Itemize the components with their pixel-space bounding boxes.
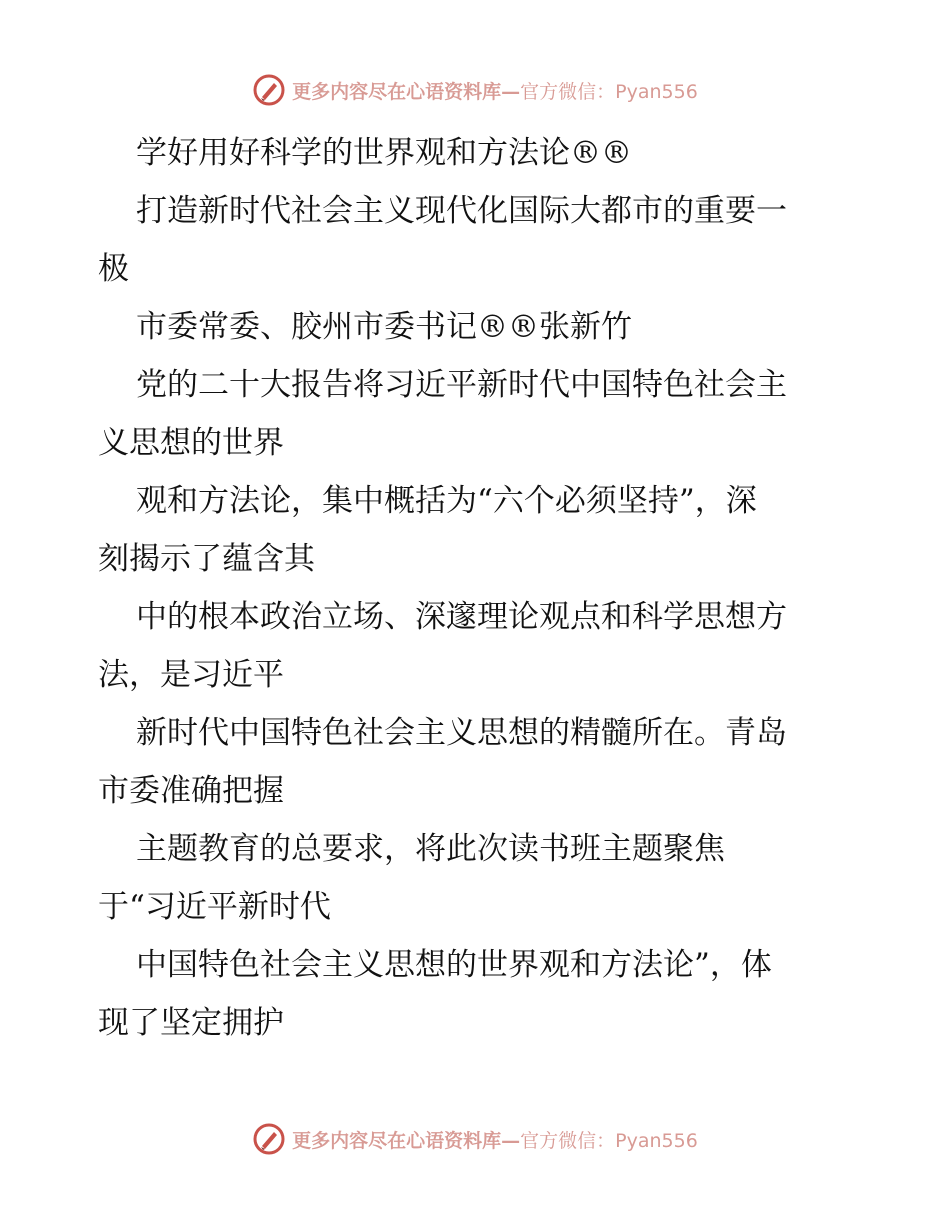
header-watermark xyxy=(0,70,950,110)
text-line: 新时代中国特色社会主义思想的精髓所在。青岛 xyxy=(136,715,787,751)
text-line: 刻揭示了蕴含其 xyxy=(98,541,315,577)
text-line: 义思想的世界 xyxy=(98,425,284,461)
text-line: 观和方法论，集中概括为“六个必须坚持”，深 xyxy=(136,483,757,519)
watermark-group xyxy=(252,73,698,107)
text-line: 中的根本政治立场、深邃理论观点和科学思想方 xyxy=(136,599,787,635)
watermark-contact: 官方微信：Pyan556 xyxy=(520,80,698,103)
pen-nib-logo-icon xyxy=(252,73,286,107)
text-line: 市委准确把握 xyxy=(98,773,284,809)
text-line: 打造新时代社会主义现代化国际大都市的重要一 xyxy=(136,193,787,229)
text-line: 法，是习近平 xyxy=(98,657,284,693)
text-line: 极 xyxy=(98,251,129,287)
text-line: 市委常委、胶州市委书记®®张新竹 xyxy=(136,309,632,345)
watermark-contact: 官方微信：Pyan556 xyxy=(520,1129,698,1152)
text-line: 主题教育的总要求，将此次读书班主题聚焦 xyxy=(136,831,725,867)
footer-watermark xyxy=(0,1119,950,1159)
watermark-text: 更多内容尽在心语资料库— xyxy=(292,1129,521,1152)
body-text xyxy=(98,124,854,1052)
text-line: 学好用好科学的世界观和方法论®® xyxy=(136,135,632,171)
watermark-group xyxy=(252,1122,698,1156)
text-line: 党的二十大报告将习近平新时代中国特色社会主 xyxy=(136,367,787,403)
watermark-text: 更多内容尽在心语资料库— xyxy=(292,80,521,103)
text-line: 于“习近平新时代 xyxy=(98,889,331,925)
text-line: 中国特色社会主义思想的世界观和方法论”，体 xyxy=(136,947,772,983)
pen-nib-logo-icon xyxy=(252,1122,286,1156)
text-line: 现了坚定拥护 xyxy=(98,1005,284,1041)
